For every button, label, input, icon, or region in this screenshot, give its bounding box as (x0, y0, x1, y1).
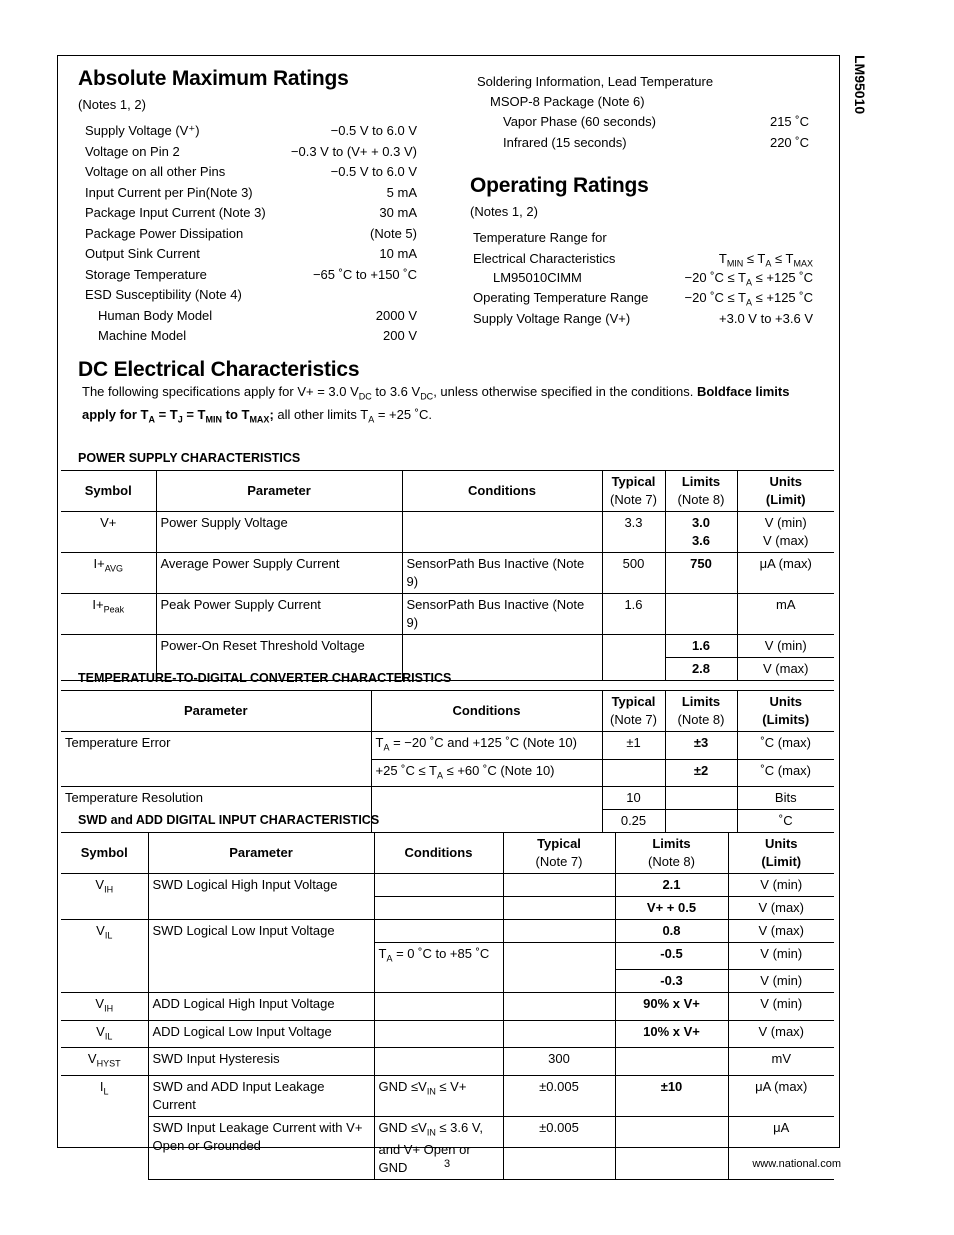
table-cell: 0.25 (602, 810, 665, 833)
table-row (61, 1116, 834, 1180)
table-cell: $V_{HYST}$ (61, 1048, 148, 1076)
rating-label: Storage Temperature (85, 266, 207, 282)
rating-row (85, 121, 417, 142)
table-cell: V (max) (728, 920, 834, 943)
table-cell: Power-On Reset Threshold Voltage (156, 635, 402, 681)
table-header-cell: Symbol (61, 833, 148, 874)
table-cell (503, 920, 615, 943)
table-cell: ±0.005 (503, 1075, 615, 1116)
table-cell: +25 ˚C ≤ $T_A \le +60$ ˚C (Note 10) (371, 759, 602, 787)
table-cell (602, 635, 665, 681)
table-cell: SWD and ADD Input Leakage Current (148, 1075, 374, 1116)
table-cell (402, 512, 602, 553)
table-cell: $I_L$ (61, 1075, 148, 1180)
rating-value: 5 mA (386, 184, 417, 200)
rating-row (85, 265, 417, 286)
rating-value: −0.5 V to 6.0 V (330, 123, 417, 138)
soldering-package: MSOP-8 Package (Note 6) (490, 94, 645, 109)
supply-range-value: +3.0 V to +3.6 V (719, 310, 813, 326)
table-cell: V (max) (737, 658, 834, 681)
table-cell: 1.6 (665, 635, 737, 658)
table-cell (503, 1020, 615, 1048)
op-ratings-list (473, 228, 813, 329)
rating-label: Package Input Current (Note 3) (85, 205, 266, 220)
table-row (61, 874, 834, 897)
rating-label: Voltage on Pin 2 (85, 143, 180, 159)
col-symbol: Symbol (61, 471, 156, 512)
table-cell: 10 (602, 787, 665, 810)
table-header-cell: Parameter (61, 691, 371, 732)
rating-label: Input Current per Pin(Note 3) (85, 184, 253, 200)
table-cell: 300 (503, 1048, 615, 1076)
table-cell: mA (737, 594, 834, 635)
table-cell (615, 1116, 728, 1180)
page-number: 3 (444, 1158, 451, 1170)
table-cell: Power Supply Voltage (156, 512, 402, 553)
power-section-title: POWER SUPPLY CHARACTERISTICS (78, 451, 301, 465)
table-cell: SWD Input Leakage Current with V+ Open or Grounded (148, 1116, 374, 1180)
table-cell: -0.5 (615, 943, 728, 970)
footer-url[interactable]: www.national.com (752, 1158, 841, 1170)
table-cell: 3.3 (602, 512, 665, 553)
rating-row (85, 142, 417, 163)
rating-value: 220 ˚C (769, 134, 809, 150)
table-cell (503, 874, 615, 897)
rating-value: −0.3 V to (V+ + 0.3 V) (290, 143, 417, 159)
soldering-list (503, 112, 809, 153)
table-cell: $T_A = -20$ ˚C and +125 ˚C (Note 10) (371, 732, 602, 760)
table-cell (615, 1048, 728, 1076)
table-cell: GND $\le V_{IN} \le 3.6$ V, and V+ Open or GND (374, 1116, 503, 1180)
rating-row (85, 326, 417, 347)
table-cell: $T_A = 0$ ˚C to +85 ˚C (374, 943, 503, 970)
rating-label: Vapor Phase (60 seconds) (503, 114, 656, 129)
table-cell: ±2 (665, 759, 737, 787)
table-cell: $V_{IL}$ (61, 920, 148, 993)
table-cell: SWD Logical High Input Voltage (148, 874, 374, 920)
table-cell: μA (max) (728, 1075, 834, 1116)
rating-value: −65 ˚C to +150 ˚C (312, 266, 417, 282)
table-header-row (61, 833, 834, 874)
table-row (61, 1048, 834, 1076)
t2d-section-title: TEMPERATURE-TO-DIGITAL CONVERTER CHARACTERISTICS (78, 671, 452, 685)
part-number-side-label: LM95010 (852, 55, 868, 115)
op-ratings-title: Operating Ratings (470, 174, 649, 197)
table-cell: 2.8 (665, 658, 737, 681)
table-cell: $V_{IH}$ (61, 993, 148, 1021)
dc-title: DC Electrical Characteristics (78, 358, 360, 381)
rating-value: 2000 V (375, 307, 417, 323)
op-temp-label: Operating Temperature Range (473, 290, 649, 305)
table-cell: SensorPath Bus Inactive (Note 9) (402, 553, 602, 594)
col-typical: Typical (Note 7) (602, 471, 665, 512)
rating-value: 215 ˚C (769, 114, 809, 129)
op-temp-value: −20 ˚C ≤ $T_A \le +125$ ˚C (684, 290, 813, 308)
table-cell (374, 1020, 503, 1048)
table-row (61, 732, 834, 760)
table-row (61, 635, 834, 658)
rating-value: 10 mA (379, 246, 417, 261)
table-cell: 0.8 (615, 920, 728, 943)
table-row (61, 787, 834, 810)
table-cell: GND $\le V_{IN} \le V+$ (374, 1075, 503, 1116)
part-temp-value: −20 ˚C ≤ $T_A \le +125$ ˚C (684, 269, 813, 288)
table-row (61, 553, 834, 594)
rating-row (85, 183, 417, 204)
table-cell: V (min) (728, 970, 834, 993)
table-cell: Temperature Resolution (61, 787, 371, 833)
table-cell: ±1 (602, 732, 665, 760)
table-cell: ˚C (737, 810, 834, 833)
table-cell: 90% x V+ (615, 993, 728, 1021)
table-cell: μA (max) (737, 553, 834, 594)
rating-value: 30 mA (379, 205, 417, 220)
rating-label: Supply Voltage (V⁺) (85, 123, 200, 138)
rating-label: Voltage on all other Pins (85, 164, 226, 179)
rating-label: ESD Susceptibility (Note 4) (85, 287, 242, 302)
rating-row (503, 112, 809, 133)
table-cell: $I+_{Peak}$ (61, 594, 156, 635)
table-cell: μA (728, 1116, 834, 1180)
rating-label: Human Body Model (98, 307, 213, 323)
table-header-cell: Parameter (148, 833, 374, 874)
abs-max-notes: (Notes 1, 2) (78, 97, 146, 112)
table-cell: SensorPath Bus Inactive (Note 9) (402, 594, 602, 635)
rating-label: Output Sink Current (85, 246, 200, 261)
power-table (61, 470, 834, 681)
table-cell: ±3 (665, 732, 737, 760)
temp-range-value: $T_{MIN} \le T_A \le T_{MAX}$ (718, 250, 813, 269)
table-cell: V (min) (737, 635, 834, 658)
table-header-cell: Limits (Note 8) (615, 833, 728, 874)
abs-max-list (85, 121, 417, 347)
rating-row (85, 244, 417, 265)
table-cell: Average Power Supply Current (156, 553, 402, 594)
supply-range-label: Supply Voltage Range (V+) (473, 310, 631, 326)
col-conditions: Conditions (402, 471, 602, 512)
table-cell: 1.6 (602, 594, 665, 635)
table-header-cell: Units (Limits) (737, 691, 834, 732)
rating-row (85, 224, 417, 245)
table-cell: V+ (61, 512, 156, 553)
table-header-row (61, 691, 834, 732)
table-cell: $V_{IH}$ (61, 874, 148, 920)
table-cell: $I+_{AVG}$ (61, 553, 156, 594)
table-cell (374, 920, 503, 943)
table-row (61, 1075, 834, 1116)
table-cell (374, 970, 503, 993)
table-cell (602, 759, 665, 787)
table-header-cell: Typical (Note 7) (503, 833, 615, 874)
table-cell: 750 (665, 553, 737, 594)
table-row (61, 993, 834, 1021)
table-row (61, 1020, 834, 1048)
col-limits: Limits (Note 8) (665, 471, 737, 512)
table-cell (374, 993, 503, 1021)
table-cell: 2.1 (615, 874, 728, 897)
table-header-cell: Limits (Note 8) (665, 691, 737, 732)
swd-section-title: SWD and ADD DIGITAL INPUT CHARACTERISTICS (78, 813, 380, 827)
t2d-table (61, 690, 834, 833)
table-cell: SWD Logical Low Input Voltage (148, 920, 374, 993)
table-cell: Peak Power Supply Current (156, 594, 402, 635)
table-cell (374, 874, 503, 897)
table-cell: SWD Input Hysteresis (148, 1048, 374, 1076)
col-parameter: Parameter (156, 471, 402, 512)
table-cell: Bits (737, 787, 834, 810)
rating-row (85, 306, 417, 327)
table-cell: Temperature Error (61, 732, 371, 787)
table-header-cell: Conditions (374, 833, 503, 874)
rating-row (85, 162, 417, 183)
table-cell: ±10 (615, 1075, 728, 1116)
table-cell: 3.0 3.6 (665, 512, 737, 553)
table-cell (665, 594, 737, 635)
table-cell: 500 (602, 553, 665, 594)
table-cell: ADD Logical Low Input Voltage (148, 1020, 374, 1048)
table-cell: ˚C (max) (737, 759, 834, 787)
table-cell: 10% x V+ (615, 1020, 728, 1048)
rating-label: Infrared (15 seconds) (503, 134, 627, 150)
rating-label: Package Power Dissipation (85, 225, 244, 241)
table-cell (503, 943, 615, 970)
rating-value: −0.5 V to 6.0 V (330, 164, 417, 179)
part-label: LM95010CIMM (493, 269, 582, 285)
table-header-cell: Units (Limit) (728, 833, 834, 874)
dc-intro: The following specifications apply for V+ = 3.0 $V_{DC}$ to 3.6 $V_{DC}$, unless otherwise specified in the conditions. Boldface limits apply for $T_A = T_J = T_{MIN}$ to $T_{MAX}$; all other limits $T_A = +25$ ˚C. (82, 384, 790, 425)
table-cell: V (max) (728, 897, 834, 920)
table-cell: V (min) (728, 874, 834, 897)
table-cell: ADD Logical High Input Voltage (148, 993, 374, 1021)
table-row (61, 594, 834, 635)
rating-value: 200 V (383, 328, 417, 343)
table-cell (371, 787, 602, 833)
rating-label: Machine Model (98, 328, 187, 343)
soldering-title: Soldering Information, Lead Temperature (477, 74, 714, 89)
table-cell: V (min) V (max) (737, 512, 834, 553)
table-header-cell: Conditions (371, 691, 602, 732)
table-cell (665, 810, 737, 833)
rating-row (503, 133, 809, 154)
rating-row (85, 203, 417, 224)
col-units: Units (Limit) (737, 471, 834, 512)
table-row (61, 920, 834, 943)
rating-value: (Note 5) (370, 225, 417, 241)
temp-range-label: Temperature Range for (473, 230, 607, 245)
table-cell: V (min) (728, 943, 834, 970)
table-cell: V (max) (728, 1020, 834, 1048)
rating-row (85, 285, 417, 306)
swd-table (61, 832, 834, 1180)
table-cell: $V_{IL}$ (61, 1020, 148, 1048)
table-header-row (61, 471, 834, 512)
table-cell: V+ + 0.5 (615, 897, 728, 920)
table-cell (374, 1048, 503, 1076)
table-cell: ˚C (max) (737, 732, 834, 760)
temp-range-label-2: Electrical Characteristics (473, 250, 616, 266)
table-cell: mV (728, 1048, 834, 1076)
table-header-cell: Typical (Note 7) (602, 691, 665, 732)
table-cell (503, 993, 615, 1021)
table-cell (374, 897, 503, 920)
abs-max-title: Absolute Maximum Ratings (78, 67, 349, 90)
table-cell (503, 897, 615, 920)
table-cell (665, 787, 737, 810)
op-ratings-notes: (Notes 1, 2) (470, 204, 538, 219)
table-cell: V (min) (728, 993, 834, 1021)
table-cell: -0.3 (615, 970, 728, 993)
table-cell (503, 970, 615, 993)
table-row (61, 512, 834, 553)
table-cell: ±0.005 (503, 1116, 615, 1180)
